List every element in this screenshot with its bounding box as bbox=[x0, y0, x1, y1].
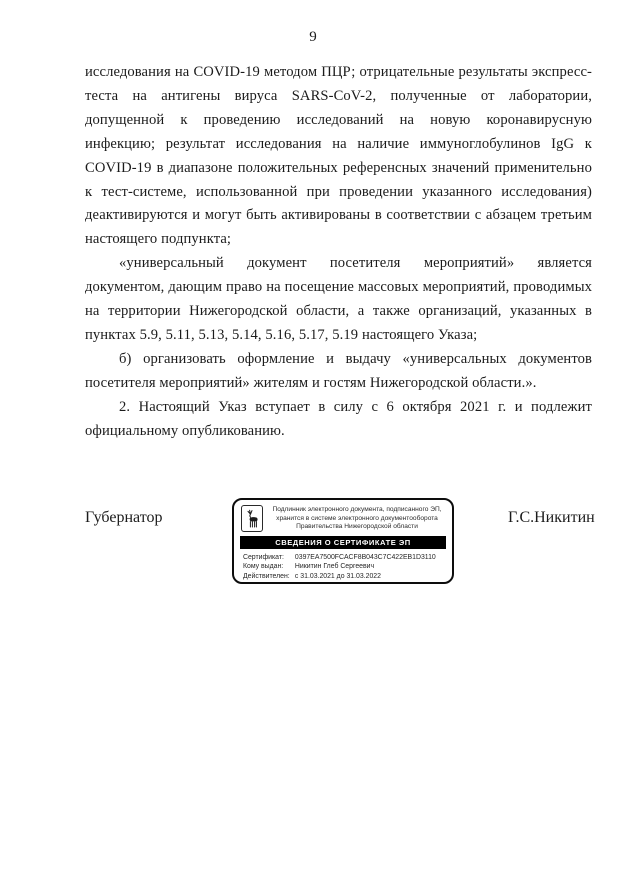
body-line: 2. Настоящий Указ вступает в силу с 6 октября 2021 г. и подлежит bbox=[119, 398, 592, 415]
page-number: 9 bbox=[309, 29, 317, 45]
body-line: посетителя мероприятий» жителям и гостям Нижегородской области.». bbox=[85, 374, 537, 391]
stamp-header-row bbox=[234, 500, 452, 532]
body-line: теста на антигены вируса SARS-CoV-2, полученные от лаборатории, bbox=[85, 87, 592, 104]
body-line: официальному опубликованию. bbox=[85, 422, 285, 439]
certificate-serial-value: 0397EA7500FCACF8B043C7C422EB1D3110 bbox=[294, 554, 436, 561]
body-line: COVID-19 в диапазоне положительных референсных значений применительно bbox=[85, 159, 592, 176]
body-line: исследования на COVID-19 методом ПЦР; отрицательные результаты экспресс- bbox=[85, 64, 592, 80]
body-line: документом, дающим право на посещение массовых мероприятий, проводимых bbox=[85, 279, 592, 296]
body-line: настоящего подпункта; bbox=[85, 231, 232, 248]
stamp-header-line: хранится в системе электронного документооборота bbox=[276, 514, 438, 522]
certificate-owner-value: Никитин Глеб Сергеевич bbox=[294, 563, 375, 571]
certificate-details bbox=[234, 549, 452, 581]
signature-title: Губернатор bbox=[85, 509, 163, 526]
body-line: пунктах 5.9, 5.11, 5.13, 5.14, 5.16, 5.17, 5.19 настоящего Указа; bbox=[85, 326, 478, 343]
certificate-owner-label: Кому выдан: bbox=[243, 563, 284, 571]
certificate-owner-row bbox=[243, 562, 443, 571]
certificate-validity-row bbox=[243, 572, 443, 581]
body-line: деактивируются и могут быть активированы в соответствии с абзацем третьим bbox=[85, 207, 592, 224]
deer-emblem-icon bbox=[241, 505, 263, 532]
document-body bbox=[85, 61, 592, 444]
stamp-header-line: Подлинник электронного документа, подписанного ЭП, bbox=[272, 506, 442, 513]
digital-signature-stamp bbox=[232, 498, 454, 584]
certificate-validity-value: с 31.03.2021 до 31.03.2022 bbox=[294, 572, 381, 580]
body-line: б) организовать оформление и выдачу «универсальных документов bbox=[119, 350, 592, 367]
body-line: к тест-системе, использованной при проведении указанного исследования) bbox=[85, 183, 592, 200]
body-line: «универсальный документ посетителя мероприятий» является bbox=[119, 255, 592, 272]
certificate-info-bar: СВЕДЕНИЯ О СЕРТИФИКАТЕ ЭП bbox=[240, 536, 446, 549]
certificate-validity-label: Действителен: bbox=[243, 572, 290, 580]
certificate-serial-row bbox=[243, 553, 443, 562]
signature-name: Г.С.Никитин bbox=[508, 509, 595, 526]
body-line: допущенной к проведению исследований на новую коронавирусную bbox=[85, 111, 592, 128]
body-line: инфекцию; результат исследования на наличие иммуноглобулинов IgG к bbox=[85, 135, 592, 152]
stamp-header-line: Правительства Нижегородской области bbox=[296, 523, 418, 531]
stamp-header-text bbox=[269, 505, 445, 532]
body-line: на территории Нижегородской области, а также организаций, указанных в bbox=[85, 303, 592, 320]
certificate-serial-label: Сертификат: bbox=[243, 554, 284, 561]
